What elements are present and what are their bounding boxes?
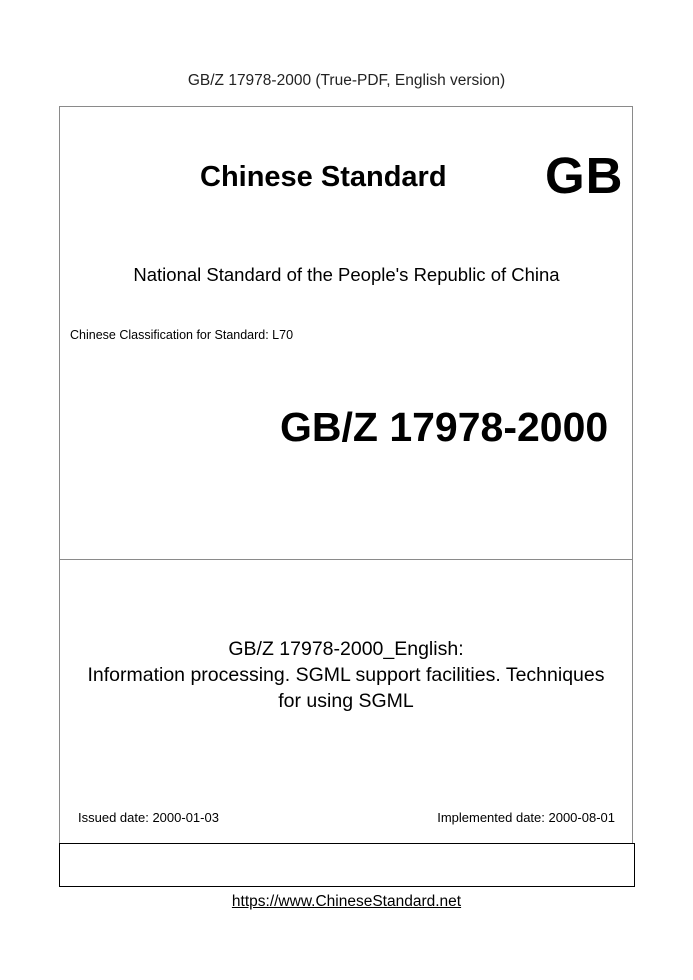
description-line-1: GB/Z 17978-2000_English:: [228, 638, 464, 660]
footer: [0, 893, 693, 911]
standard-number: GB/Z 17978-2000: [280, 404, 609, 450]
cover-title: Chinese Standard: [200, 161, 447, 193]
classification-line: Chinese Classification for Standard: L70: [70, 328, 294, 342]
description-line-3: for using SGML: [278, 690, 414, 712]
national-standard-line: National Standard of the People's Republic of China: [133, 264, 560, 285]
gb-logo: GB: [545, 147, 624, 204]
issued-date: Issued date: 2000-01-03: [78, 810, 219, 825]
website-link[interactable]: https://www.ChineseStandard.net: [231, 893, 462, 910]
description-line-2: Information processing. SGML support facilities. Techniques: [87, 664, 605, 686]
standard-description: [60, 636, 632, 714]
cover-bottom-box: [59, 843, 635, 887]
implemented-date: Implemented date: 2000-08-01: [437, 810, 615, 825]
document-header-title: GB/Z 17978-2000 (True-PDF, English version): [187, 72, 506, 89]
